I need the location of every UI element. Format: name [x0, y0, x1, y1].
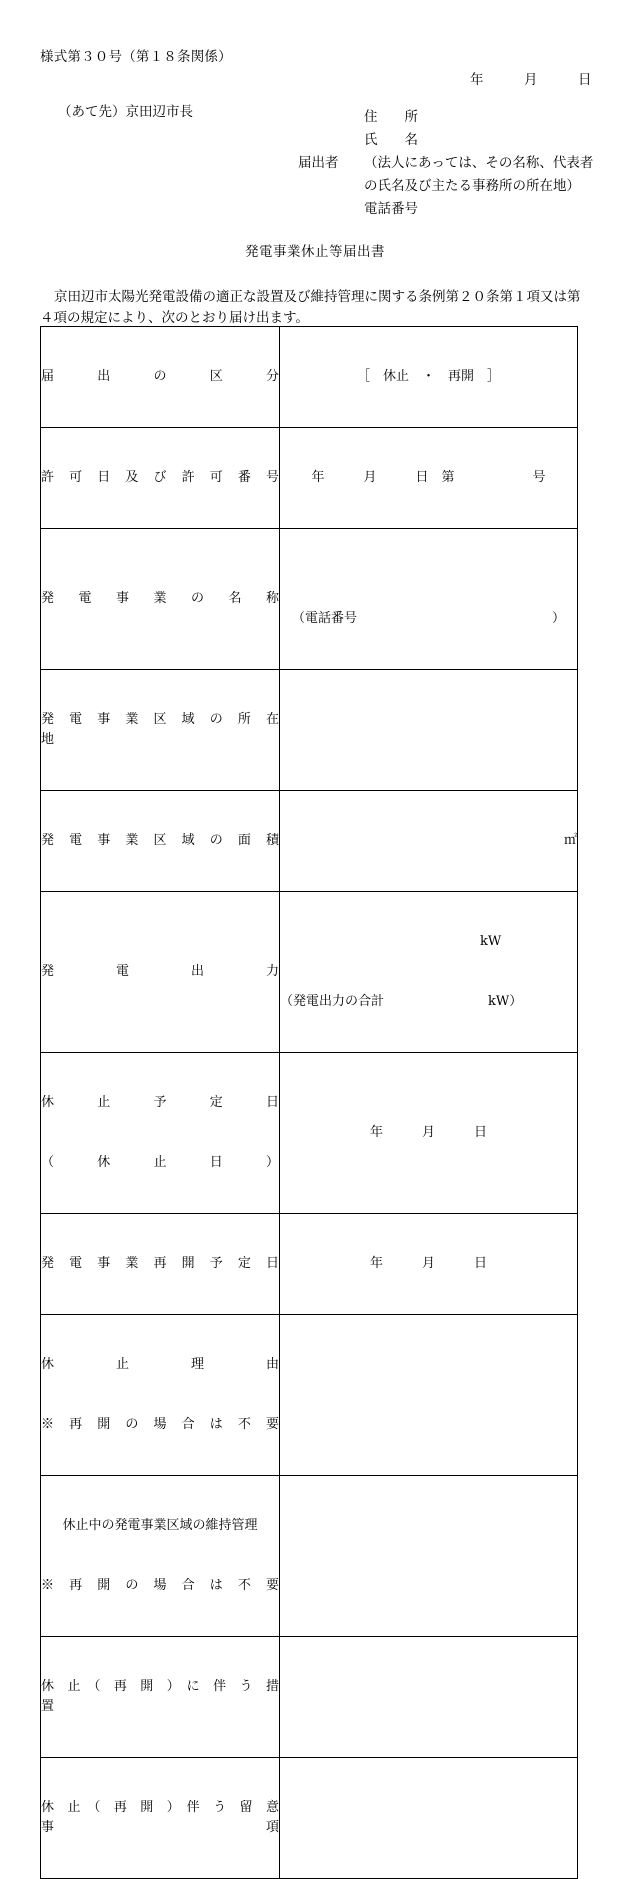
table-row [41, 1053, 578, 1214]
submitter-label: 届出者 [298, 155, 339, 171]
row-label-notes [41, 1758, 293, 1879]
page-title: 発電事業休止等届出書 [245, 244, 385, 260]
value-text: ［ 休止 ・ 再開 ］ [356, 369, 500, 384]
row-value-business-name[interactable] [280, 529, 578, 670]
row-value-permit-date-number[interactable] [280, 428, 578, 529]
row-label-output-power [41, 892, 280, 1053]
label-text: 発 電 出 力 [41, 964, 279, 979]
form-table [40, 326, 578, 1879]
row-value-business-area-location[interactable] [280, 670, 578, 791]
intro-line-1: 京田辺市太陽光発電設備の適正な設置及び維持管理に関する条例第２０条第１項又は第 [54, 289, 581, 305]
value-line-2: （電話番号 ） [291, 611, 565, 626]
label-text: 発 電 事 業 区 域 の 面 積 [41, 833, 279, 848]
form-number: 様式第３０号（第１８条関係） [40, 49, 232, 65]
table-row [41, 1758, 578, 1879]
label-line-2: ※ 再 開 の 場 合 は 不 要 [41, 1578, 279, 1593]
value-text: 年 月 日 [369, 1256, 487, 1271]
table-row [41, 1637, 578, 1758]
row-value-business-area-size[interactable] [280, 791, 578, 892]
submitter-name-label: 氏 名 [364, 132, 418, 148]
row-value-maintenance-during-suspension[interactable] [280, 1476, 578, 1637]
submitter-row-address [298, 106, 593, 129]
label-text: 休 止 （ 再 開 ） 伴 う 留 意 事 項 [41, 1800, 293, 1835]
row-label-business-area-location [41, 670, 293, 791]
submitter-note-line-1: （法人にあっては、その名称、代表者 [364, 155, 594, 171]
row-label-permit-date-number [41, 428, 280, 529]
submitter-block [298, 106, 593, 221]
value-line-1: kW [480, 934, 502, 949]
table-row [41, 1214, 578, 1315]
label-line-2: （ 休 止 日 ） [41, 1155, 279, 1170]
label-text: 休 止 （ 再 開 ） に 伴 う 措 置 [41, 1679, 293, 1714]
row-label-maintenance-during-suspension [41, 1476, 280, 1637]
label-text: 発 電 事 業 区 域 の 所 在 地 [41, 712, 293, 747]
table-row [41, 791, 578, 892]
row-value-suspension-reason[interactable] [280, 1315, 578, 1476]
table-row [41, 428, 578, 529]
row-label-measures [41, 1637, 293, 1758]
submitter-row-note-1 [298, 152, 593, 175]
table-row [41, 1315, 578, 1476]
value-line-2: （発電出力の合計 kW） [280, 994, 523, 1009]
intro-paragraph [40, 287, 590, 329]
value-unit: ㎡ [563, 833, 577, 848]
submitter-row-phone [298, 198, 593, 221]
label-line-1: 休止中の発電事業区域の維持管理 [62, 1518, 258, 1533]
submitter-row-note-2 [298, 175, 593, 198]
submitter-note-line-2: の氏名及び主たる事務所の所在地） [364, 178, 580, 194]
table-row [41, 892, 578, 1053]
row-value-submission-category[interactable] [280, 327, 578, 428]
addressee-line: （あて先）京田辺市長 [58, 104, 193, 120]
submitter-phone-label: 電話番号 [364, 201, 418, 217]
label-text: 届 出 の 区 分 [41, 369, 279, 384]
value-text: 年 月 日 第 号 [311, 470, 546, 485]
form-table-body [41, 327, 578, 1879]
row-value-restart-scheduled-date[interactable] [280, 1214, 578, 1315]
row-value-suspension-scheduled-date[interactable] [280, 1053, 578, 1214]
submitter-row-name [298, 129, 593, 152]
label-line-2: ※ 再 開 の 場 合 は 不 要 [41, 1417, 279, 1432]
row-value-notes[interactable] [280, 1758, 578, 1879]
date-line: 年 月 日 [470, 72, 592, 88]
table-row [41, 327, 578, 428]
table-row [41, 670, 578, 791]
submitter-address-label: 住 所 [364, 109, 418, 125]
label-text: 発 電 事 業 の 名 称 [41, 591, 279, 606]
label-text: 許 可 日 及 び 許 可 番 号 [41, 470, 279, 485]
row-label-suspension-reason [41, 1315, 280, 1476]
row-label-business-area-size [41, 791, 280, 892]
intro-line-2: ４項の規定により、次のとおり届け出ます。 [40, 310, 309, 326]
label-line-1: 休 止 予 定 日 [41, 1095, 279, 1110]
row-label-restart-scheduled-date [41, 1214, 280, 1315]
table-row [41, 1476, 578, 1637]
row-label-submission-category [41, 327, 280, 428]
row-label-suspension-scheduled-date [41, 1053, 280, 1214]
value-text: 年 月 日 [369, 1125, 487, 1140]
row-value-output-power[interactable] [280, 892, 578, 1053]
label-line-1: 休 止 理 由 [41, 1357, 279, 1372]
row-value-measures[interactable] [280, 1637, 578, 1758]
row-label-business-name [41, 529, 280, 670]
label-text: 発 電 事 業 再 開 予 定 日 [41, 1256, 279, 1271]
table-row [41, 529, 578, 670]
